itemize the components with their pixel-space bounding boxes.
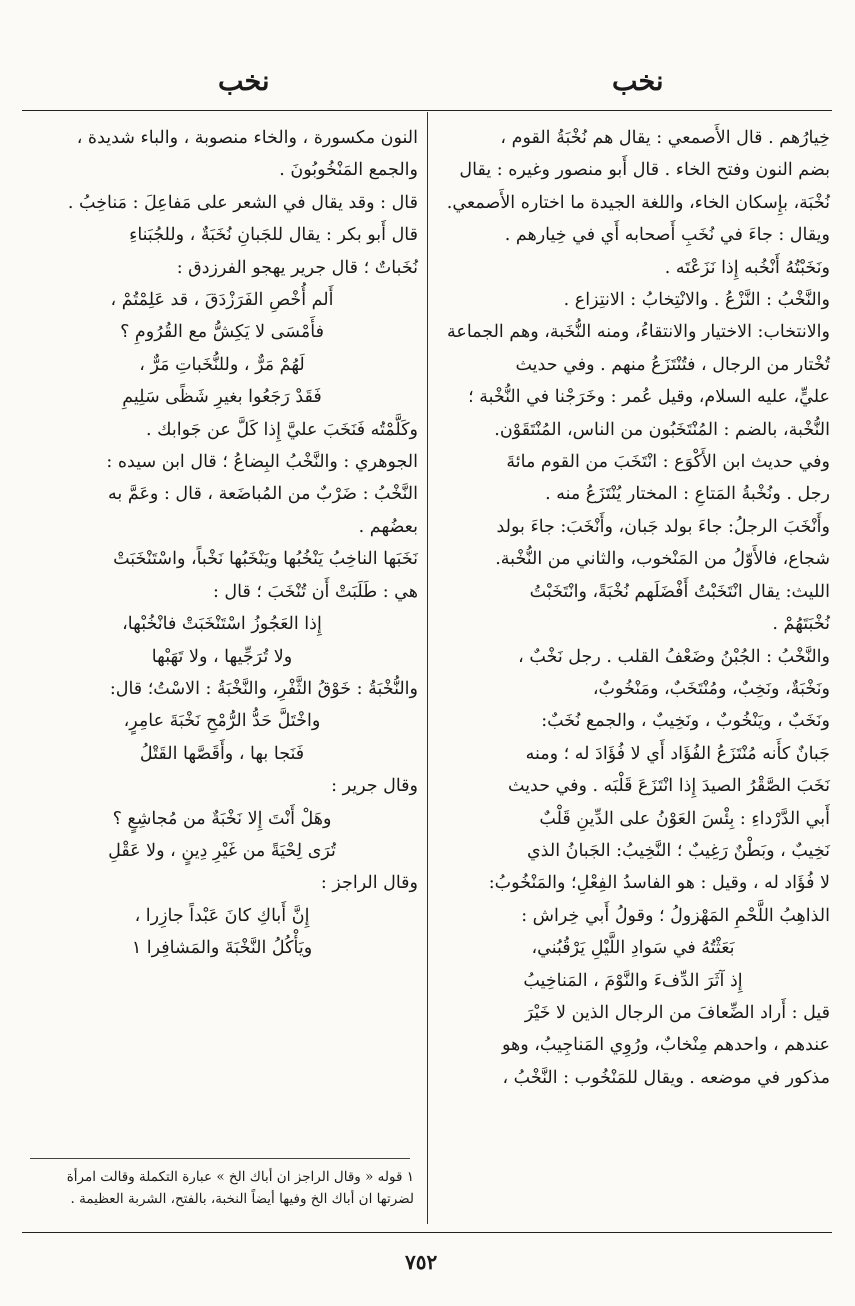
column-divider [427, 112, 428, 1224]
text-line: جَبانٌ كأَنه مُنْتَزَعُ الفُؤَاد أَي لا فُؤَادَ له ؛ ومنه [525, 743, 830, 764]
text-line: نُخَباتٌ ؛ قال جرير يهجو الفرزدق : [176, 257, 418, 278]
text-line: لا فُؤَاد له ، وقيل : هو الفاسدُ الفِعْلِ؛ والمَنْخُوبُ: [488, 873, 830, 894]
text-line: أَبي الدَّرْداءِ : بِئْسَ العَوْنُ على الدِّينِ قَلْبٌ [539, 808, 830, 829]
verse-line: فَقَدْ رَجَعُوا بغيرِ شَظًى سَلِيمِ [122, 387, 322, 408]
text-line: خِيارُهم . قال الأَصمعي : يقال هم نُخْبَةُ القوم ، [500, 128, 830, 148]
text-line: نَخِيبٌ ، وبَطْنٌ رَغِيبٌ ؛ النَّخِيبُ: الجَبانُ الذي [526, 840, 830, 861]
text-line: عليٍّ، عليه السلام، وقيل عُمر : وخَرَجْنا في النُّخْبة ؛ [468, 387, 830, 408]
running-head-right: نخب [612, 66, 664, 97]
verse-line: إِنَّ أَباكِ كانَ عَبْداً جازِرا ، [134, 905, 310, 926]
text-line: نُخْبَة، بإِسكان الخاء، واللغة الجيدة ما اختاره الأَصمعي. [446, 192, 830, 213]
text-line: النُّخْبة، بالضم : المُنْتَخَبُون من الناس، المُنْتَقَوْن. [494, 419, 830, 440]
left-column [26, 122, 418, 965]
text-line: رجل . ونُخْبةُ المَتاعِ : المختار يُنْتَزَعُ منه . [545, 484, 830, 505]
text-line: والانتخاب: الاختيار والانتقاءُ، ومنه النُّخَبة، وهم الجماعة [447, 322, 830, 343]
text-line: ونَخْبَةٌ، ونَخِبٌ، ومُنْتَخَبٌ، ومَنْخُوبٌ، [592, 678, 830, 699]
text-line: وفي حديث ابن الأَكْوَع : انْتَخَبَ من القوم مائةَ [506, 452, 830, 473]
verse-line: واخْتَلَّ حَدُّ الرُّمْحِ نَخْبَةَ عامِرٍ، [123, 711, 321, 732]
verse-line: ويَأْكُلُ النَّخْبَةَ والمَشافِرا ١ [131, 938, 313, 959]
footer-rule [22, 1232, 832, 1233]
text-line: عندهم ، واحدهم مِنْخابٌ، ورُوِي المَناجِيبُ، وهو [501, 1035, 830, 1056]
text-line: الليث: يقال انْتَخَبْتُ أَفْضَلَهم نُخْبَةً، وانْتَخَبْتُ [529, 581, 830, 602]
text-line: الجوهري : والنَّخْبُ البِضاعُ ؛ قال ابن سيده : [106, 452, 418, 473]
verse-line: وهَلْ أَنْتَ إِلا نَخْبَةٌ من مُجاشِعٍ ؟ [112, 808, 332, 829]
verse-line: فَنَجا بها ، وأَقَصَّها القَتْلُ [139, 743, 305, 764]
text-line: ونَخَبْتُهُ أَنْخُبه إِذا نَزَعْتَه . [664, 257, 830, 278]
text-line: تُخْتار من الرجال ، فتُنْتَزَعُ منهم . وفي حديث [515, 354, 830, 375]
text-line: بضم النون وفتح الخاء . قال أَبو منصور وغيره : يقال [459, 160, 830, 181]
text-line: النَّخْبُ : ضَرْبٌ من المُباضَعة ، قال : وعَمَّ به [108, 484, 418, 505]
text-line: وأَنْخَبَ الرجلُ: جاءَ بولد جَبان، وأَنْخَبَ: جاءَ بولد [496, 516, 830, 537]
text-line: بعضُهم . [358, 516, 418, 537]
footnote-rule [30, 1158, 410, 1159]
text-line: والجمع المَنْخُوبُونَ . [279, 160, 418, 181]
footnote-line: لضرتها ان أباك الخ وفيها أيضاً النخبة، بالفتح، الشربة العظيمة . [70, 1191, 414, 1207]
text-line: نُخْبَتَهُمْ . [772, 614, 830, 635]
text-line: وكَلَّمْتُه فَنَخَبَ عليَّ إِذا كَلَّ عن جَوابك . [145, 419, 418, 440]
footnote [28, 1166, 414, 1210]
verse-line: لَهُمْ مَرٌّ ، وللنُّخَباتِ مَرٌّ ، [139, 354, 305, 375]
text-line: مذكور في موضعه . ويقال للمَنْخُوب : النَّخْبُ ، [502, 1067, 830, 1088]
verse-line: فأَمْسَى لا يَكِشُّ مع القُرُومِ ؟ [120, 322, 324, 343]
text-line: النون مكسورة ، والخاء منصوبة ، والباء شديدة ، [76, 128, 418, 148]
page-number: ٧٥٢ [405, 1250, 438, 1274]
footnote-line: ١ قوله « وقال الراجز ان أباك الخ » عبارة التكملة وقالت امرأة [66, 1169, 414, 1185]
text-line: والنَّخْبُ : النَّزْعُ . والانْتِخابُ : الانتِزاع . [563, 290, 830, 311]
text-line: الذاهِبُ اللَّحْمِ المَهْزولُ ؛ وقولُ أَبي خِراش : [521, 905, 830, 926]
running-head-left: نخب [218, 66, 270, 97]
verse-line: بَعَثْتُهُ في سَوادِ اللَّيْلِ يَرْقُبُني، [531, 938, 735, 959]
text-line: شجاع، فالأَوّلُ من المَنْخوب، والثاني من النُّخْبة. [495, 549, 830, 570]
text-line: وقال الراجز : [320, 873, 418, 894]
text-line: هي : طَلَبَتْ أَن تُنْخَبَ ؛ قال : [212, 581, 418, 602]
text-line: قيل : أَراد الضِّعافَ من الرجال الذين لا خَيْرَ [524, 1002, 830, 1023]
text-line: وقال جرير : [331, 776, 418, 797]
verse-line: إِذ آثَرَ الدِّفءَ والنَّوْمَ ، المَناخِيبُ [523, 970, 743, 991]
text-line: قال أَبو بكر : يقال للجَبانِ نُخَبَةٌ ، وللجُبَناءِ [129, 225, 418, 246]
text-line: ويقال : جاءَ في نُخَبِ أَصحابه أَي في خِيارهم . [504, 225, 830, 246]
text-line: والنُّخْبَةُ : خَوْقُ الثَّفْرِ، والنَّخْبَةُ : الاسْتُ؛ قال: [109, 678, 418, 699]
header-rule [22, 110, 832, 111]
verse-line: إِذا العَجُوزُ اسْتَنْخَبَتْ فانْخُبْها، [122, 614, 322, 635]
text-line: نَخَبَ الصَّقْرُ الصيدَ إِذا انْتَزَعَ قَلْبَه . وفي حديث [507, 776, 830, 797]
verse-line: ولا تُرَجِّيها ، ولا تَهَبْها [151, 646, 293, 667]
text-line: ونَخَبٌ ، ويَنْخُوبٌ ، ونَخِيبٌ ، والجمع نُخَبٌ: [541, 711, 830, 732]
verse-line: تُرَى لِحْيَةً من غَيْرِ دِينٍ ، ولا عَقْلِ [108, 840, 336, 861]
text-line: قال : وقد يقال في الشعر على مَفاعِلَ : مَناخِبُ . [67, 192, 418, 213]
right-column [436, 122, 830, 1094]
verse-line: أَلم أُخْصِ الفَرَزْدَقَ ، قد عَلِمْتُمْ ، [110, 290, 334, 311]
text-line: نَخَبَها الناخِبُ يَنْخُبُها ويَنْخَبُها نَخْباً، واسْتَنْخَبَتْ [113, 549, 418, 570]
text-line: والنَّخْبُ : الجُبْنُ وضَعْفُ القلب . رجل نَخْبٌ ، [518, 646, 830, 667]
